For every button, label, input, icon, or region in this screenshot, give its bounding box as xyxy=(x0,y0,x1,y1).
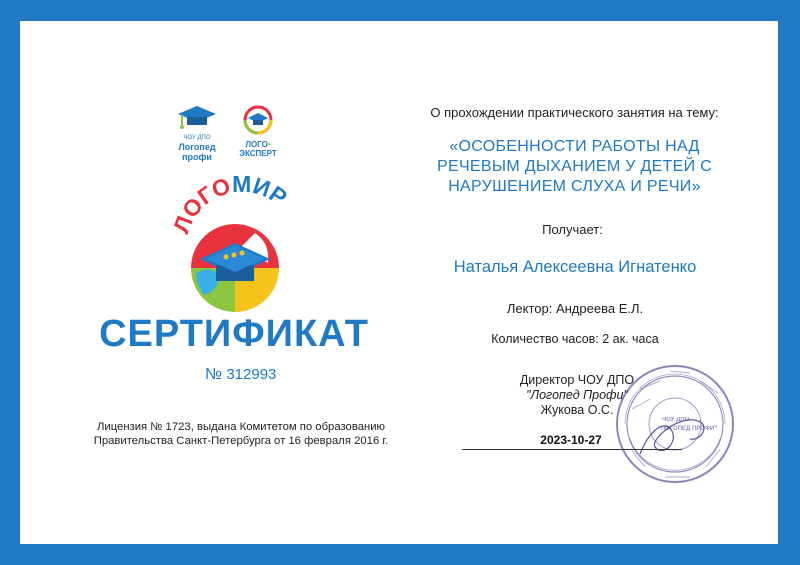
license-text xyxy=(66,420,416,448)
receives-label: Получает: xyxy=(542,222,603,237)
certificate-title: СЕРТИФИКАТ xyxy=(99,313,369,355)
topic-line-2: РЕЧЕВЫМ ДЫХАНИЕМ У ДЕТЕЙ С xyxy=(437,158,712,175)
org-small-top: ЧОУ ДПО xyxy=(183,135,211,141)
stamp-icon xyxy=(610,359,740,489)
logomir-part1: ЛОГО xyxy=(167,173,234,237)
director-line-2: "Логопед Профи" xyxy=(526,388,628,402)
globe-cap-icon xyxy=(241,105,275,135)
certificate-body xyxy=(20,21,778,544)
director-line-3: Жукова О.С. xyxy=(540,403,614,417)
license-line-1: Лицензия № 1723, выдана Комитетом по образованию xyxy=(96,421,386,433)
topic-line-3: НАРУШЕНИЕМ СЛУХА И РЕЧИ» xyxy=(448,178,701,195)
svg-text:ЧОУ ДПО: ЧОУ ДПО xyxy=(662,417,690,423)
logo-expert-logo xyxy=(233,105,283,158)
expert-line-2: ЭКСПЕРТ xyxy=(239,149,277,158)
license-line-2: Правительства Санкт-Петербурга от 16 февраля 2016 г. xyxy=(93,435,389,447)
hours: Количество часов: 2 ак. часа xyxy=(491,332,659,346)
logomir-globe-icon xyxy=(160,173,310,323)
recipient-name: Наталья Алексеевна Игнатенко xyxy=(453,258,697,276)
topic-line-1: «ОСОБЕННОСТИ РАБОТЫ НАД xyxy=(449,138,700,155)
issue-date: 2023-10-27 xyxy=(540,433,602,447)
topic-intro: О прохождении практического занятия на тему: xyxy=(430,105,719,120)
official-seal xyxy=(610,359,740,489)
logomir-logo xyxy=(160,173,310,323)
org-small-name-1: Логопед xyxy=(178,142,216,152)
graduation-cap-icon xyxy=(176,104,218,130)
org-small-name-2: профи xyxy=(182,152,212,162)
number-value: 312993 xyxy=(226,366,277,383)
topic-title xyxy=(412,137,737,197)
number-sign: № xyxy=(205,366,223,383)
logoped-profi-logo xyxy=(172,104,222,162)
certificate-number xyxy=(205,366,276,384)
director-line-1: Директор ЧОУ ДПО xyxy=(519,373,635,387)
lecturer: Лектор: Андреева Е.Л. xyxy=(506,301,644,316)
signature-line xyxy=(462,449,682,450)
svg-text:"ЛОГОПЕД ПРОФИ": "ЛОГОПЕД ПРОФИ" xyxy=(658,426,718,432)
logomir-part2: МИР xyxy=(232,173,292,211)
expert-line-1: ЛОГО• xyxy=(245,140,271,149)
